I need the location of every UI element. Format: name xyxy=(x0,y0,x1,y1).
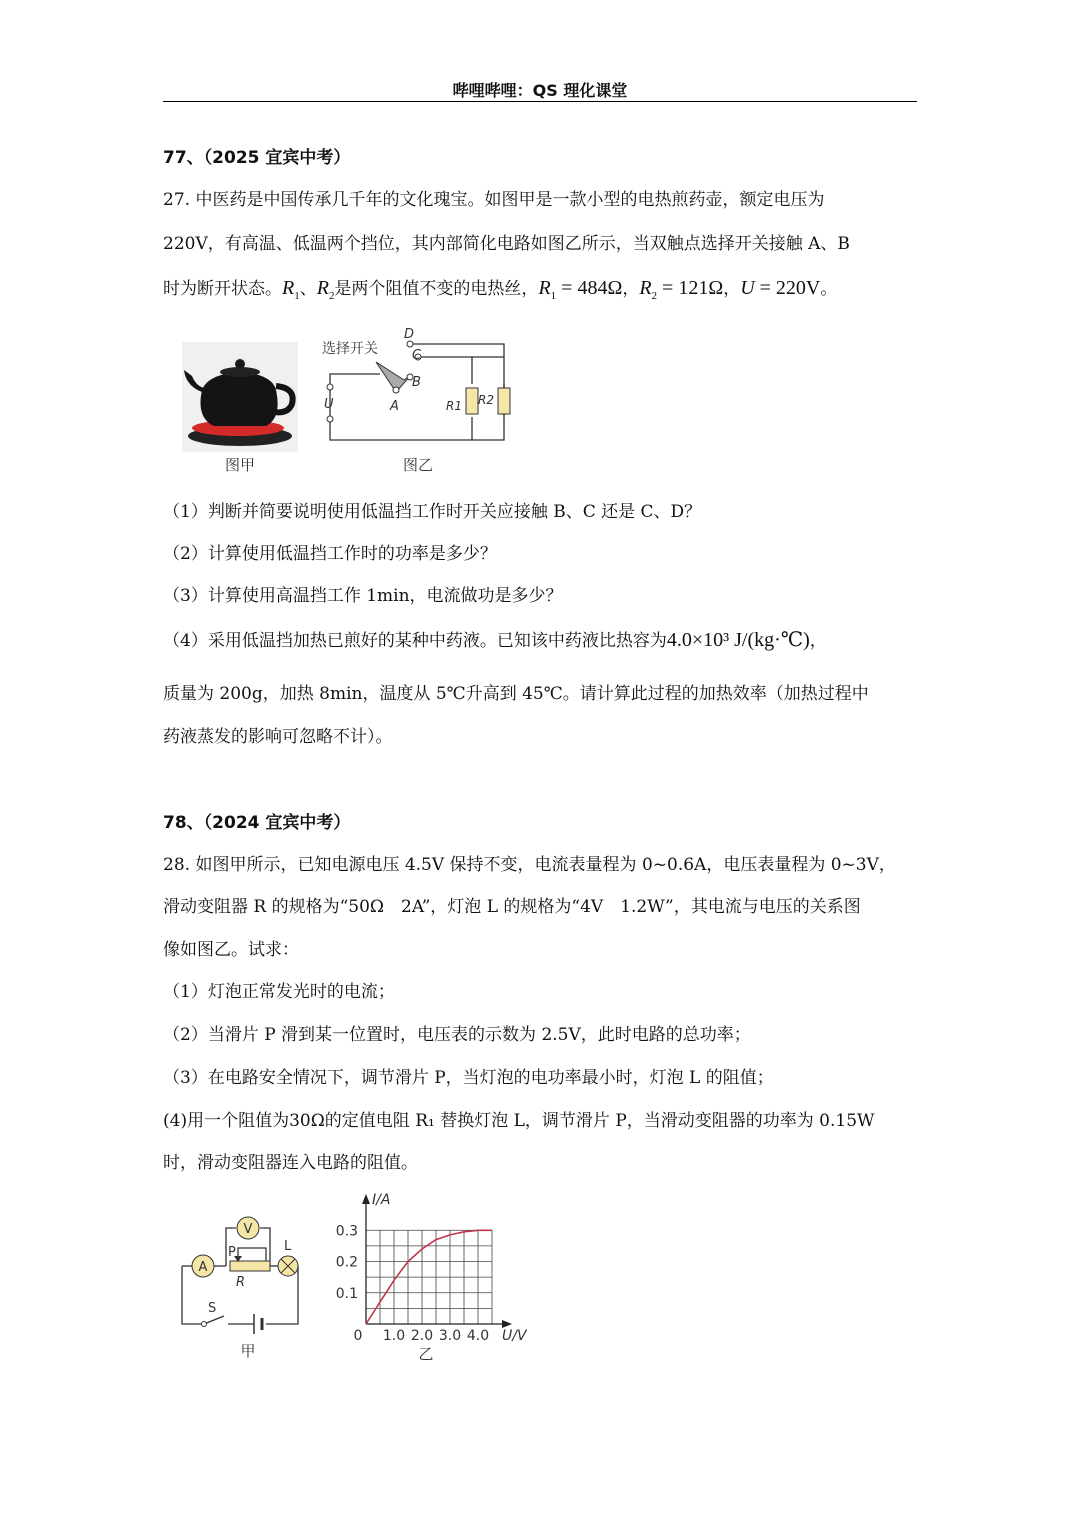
wire-top-left xyxy=(330,374,354,384)
fig-jia-label: 图甲 xyxy=(224,456,256,474)
q78-sub3: （3）在电路安全情况下，调节滑片 P，当灯泡的电功率最小时，灯泡 L 的阻值； xyxy=(163,1068,774,1088)
teapot-body xyxy=(201,372,278,426)
fig-yi-label-2: 乙 xyxy=(418,1345,434,1363)
q78-title: 78、（2024 宜宾中考） xyxy=(163,813,351,833)
switch-pivot xyxy=(202,1322,207,1327)
ammeter-label: A xyxy=(198,1260,208,1275)
slider-label: P xyxy=(228,1245,236,1260)
header-divider xyxy=(163,101,917,102)
q77-sub1: （1）判断并简要说明使用低温挡工作时开关应接触 B、C 还是 C、D？ xyxy=(163,502,702,522)
r1-value: 484Ω xyxy=(577,277,623,299)
q78-line1: 28. 如图甲所示，已知电源电压 4.5V 保持不变，电流表量程为 0~0.6A，电压表量程为 0~3V， xyxy=(163,855,896,875)
rheostat-label: R xyxy=(236,1275,246,1290)
q77-sub4-prefix: （4）采用低温挡加热已煎好的某种中药液。已知该中药液比热容为 xyxy=(163,631,667,651)
label-b: B xyxy=(412,375,421,390)
q78-line3: 像如图乙。试求： xyxy=(163,940,299,960)
q77-line3: 时为断开状态。$R_1$、$R_2$是两个阻值不变的电热丝，$R_1 = 484\Omega$，$R_2 = 121\Omega$，U = 220V。 xyxy=(163,277,838,302)
iu-chart xyxy=(326,1186,540,1366)
x-tick-label: 0 xyxy=(353,1328,363,1344)
label-u: U xyxy=(324,397,334,412)
q77-sub4-line1: （4）采用低温挡加热已煎好的某种中药液。已知该中药液比热容为4.0×10³ J/(kg·℃)， xyxy=(163,629,827,651)
q77-line2: 220V，有高温、低温两个挡位，其内部简化电路如图乙所示，当双触点选择开关接触 A、B xyxy=(163,234,850,254)
terminal-bottom xyxy=(327,416,333,422)
y-axis-label: I/A xyxy=(372,1192,391,1208)
terminal-top xyxy=(327,384,333,390)
x-tick-label: 3.0 xyxy=(438,1328,462,1344)
x-axis-arrow xyxy=(502,1320,512,1328)
q78-sub2: （2）当滑片 P 滑到某一位置时，电压表的示数为 2.5V，此时电路的总功率； xyxy=(163,1025,751,1045)
q77-sub4-line2: 质量为 200g，加热 8min，温度从 5℃升高到 45℃。请计算此过程的加热效率（加热过程中 xyxy=(163,684,869,704)
q78-sub1: （1）灯泡正常发光时的电流； xyxy=(163,982,395,1002)
chart-axes xyxy=(362,1194,512,1328)
x-tick-label: 2.0 xyxy=(410,1328,434,1344)
label-a: A xyxy=(390,399,399,414)
q77-line1: 27. 中医药是中国传承几千年的文化瑰宝。如图甲是一款小型的电热煎药壶，额定电压为 xyxy=(163,190,825,210)
x-axis-label: U/V xyxy=(502,1328,527,1344)
q77-sub4-line3: 药液蒸发的影响可忽略不计）。 xyxy=(163,727,393,747)
heat-capacity-value: 4.0×10³ J/(kg·℃) xyxy=(666,629,810,651)
q77-title: 77、（2025 宜宾中考） xyxy=(163,148,351,168)
y-axis-arrow xyxy=(362,1194,370,1204)
r2-resistor xyxy=(498,388,510,414)
lamp-label: L xyxy=(284,1239,292,1254)
switch-circuit-figure xyxy=(318,322,518,480)
contact-a xyxy=(393,387,399,393)
label-r2: R2 xyxy=(478,393,494,407)
y-tick-label: 0.3 xyxy=(335,1223,358,1240)
label-c: C xyxy=(412,348,422,363)
q77-line3-mid: 是两个阻值不变的电热丝， xyxy=(334,279,539,299)
voltmeter-label: V xyxy=(243,1222,253,1237)
x-tick-label: 1.0 xyxy=(382,1328,406,1344)
q78-line2: 滑动变阻器 R 的规格为“50Ω 2A”，灯泡 L 的规格为“4V 1.2W”，其电流与电压的关系图 xyxy=(163,897,861,917)
q78-sub4-line2: 时，滑动变阻器连入电路的阻值。 xyxy=(163,1153,418,1173)
fig-jia-label-2: 甲 xyxy=(240,1342,256,1360)
teapot-figure xyxy=(180,340,300,480)
label-r1: R1 xyxy=(446,399,462,413)
q78-sub4-line1: (4)用一个阻值为30Ω的定值电阻 R₁ 替换灯泡 L，调节滑片 P，当滑动变阻器的功率为 0.15W xyxy=(163,1111,875,1131)
y-tick-label: 0.1 xyxy=(335,1285,358,1302)
r2-value: 121Ω xyxy=(678,277,724,299)
switch-label-s: S xyxy=(208,1301,217,1316)
wire-slider xyxy=(238,1248,266,1262)
label-d: D xyxy=(404,327,415,342)
y-tick-label: 0.2 xyxy=(335,1254,358,1271)
rheostat xyxy=(230,1261,270,1271)
x-tick-label: 4.0 xyxy=(466,1328,490,1344)
r1-resistor xyxy=(466,388,478,414)
teapot-knob xyxy=(235,359,245,369)
u-value: 220V xyxy=(775,277,821,299)
fig-yi-label: 图乙 xyxy=(402,456,434,474)
page-header: 哔哩哔哩：QS 理化课堂 xyxy=(452,81,628,100)
wire-v-right xyxy=(260,1228,270,1266)
q77-line3-prefix: 时为断开状态。 xyxy=(163,279,282,299)
lamp-circuit-figure xyxy=(176,1212,316,1362)
switch-blade xyxy=(204,1316,224,1324)
q77-sub3: （3）计算使用高温挡工作 1min，电流做功是多少？ xyxy=(163,586,563,606)
switch-label: 选择开关 xyxy=(322,341,378,357)
chart-ticks xyxy=(336,1223,489,1344)
q77-sub2: （2）计算使用低温挡工作时的功率是多少？ xyxy=(163,544,497,564)
